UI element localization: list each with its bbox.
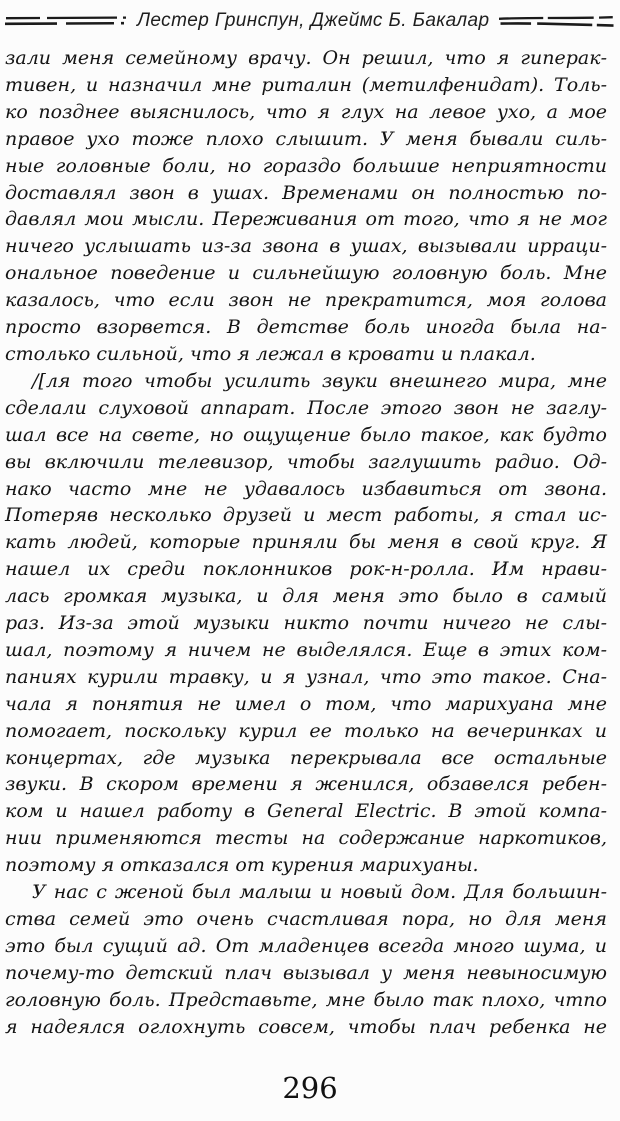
text-line: нако часто мне не удавалось избавиться от звона. [5,477,607,500]
text-line: доставлял звон в ушах. Временами он полностью по- [5,181,607,204]
text-line: столько сильной, что я лежал в кровати и плакал. [5,342,536,365]
text-line: я надеялся оглохнуть совсем, чтобы плач ребенка не [5,1015,607,1038]
text-line: лась громкая музыка, и для меня это было в самый [5,585,607,608]
text-line: кать людей, которые приняли бы меня в свой круг. Я [5,531,607,554]
header-rule-left [5,15,127,28]
text-line: казалось, что если звон не прекратится, моя голова [5,289,607,312]
text-line: правое ухо тоже плохо слышит. У меня бывали силь- [5,127,607,150]
text-line: /[ля того чтобы усилить звуки внешнего мира, мне [32,369,607,392]
text-line: паниях курили травку, и я узнал, что это такое. Сна- [5,665,607,688]
text-line: Потеряв несколько друзей и мест работы, я стал ис- [5,504,607,527]
text-line: ства семей это очень счастливая пора, но для меня [5,908,607,930]
running-header-authors: Лестер Гринспун, Джеймс Б. Бакалар [137,10,490,31]
text-line: раз. Из-за этой музыки никто почти ничего не слы- [5,612,607,635]
text-line: тивен, и назначил мне риталин (метилфенидат). Толь- [5,73,607,96]
book-page [0,7,620,1121]
text-line: звуки. В скором времени я женился, обзавелся ребен- [5,773,607,796]
text-line: сделали слуховой аппарат. После этого звон не заглу- [5,396,607,419]
text-line: почему-то детский плач вызывал у меня невыносимую [5,961,607,984]
page-text [0,45,620,1041]
header-rule-right [499,15,614,28]
text-line: головную боль. Представьте, мне было так плохо, чтпо [5,988,607,1011]
text-line: ком и нашел работу в General Electric. В этой компа- [5,800,607,823]
text-line: поэтому я отказался от курения марихуаны. [5,854,479,877]
text-line: зали меня семейному врачу. Он решил, что я гиперак- [5,47,607,69]
text-line: нашел их среди поклонников рок-н-ролла. Им нрави- [5,558,607,581]
text-line: шал, поэтому я ничем не выделялся. Еще в этих ком- [5,638,607,661]
text-line: давлял мои мысли. Переживания от того, что я не мог [5,208,607,231]
text-line: ональное поведение и сильнейшую головную боль. Мне [5,262,607,285]
text-line: просто взорвется. В детстве боль иногда была на- [5,316,607,339]
text-line: помогает, поскольку курил ее только на вечеринках и [5,719,607,742]
text-line: ко позднее выяснилось, что я глух на левое ухо, а мое [5,100,607,123]
text-line: это был сущий ад. От младенцев всегда много шума, и [5,934,607,957]
text-line: чала я понятия не имел о том, что марихуана мне [5,692,607,715]
text-line: ничего услышать из-за звона в ушах, вызывали ирраци- [5,235,607,258]
text-line: нии применяются тесты на содержание наркотиков, [5,827,607,850]
text-line: концертах, где музыка перекрывала все остальные [5,746,607,769]
text-line: шал все на свете, но ощущение было такое, как будто [5,423,607,446]
page-number: 296 [282,1070,338,1105]
text-line: вы включили телевизор, чтобы заглушить радио. Од- [5,450,607,473]
text-line: ные головные боли, но гораздо большие неприятности [5,154,607,177]
text-line: У нас с женой был малыш и новый дом. Для большин- [32,881,607,904]
running-header [5,7,614,35]
